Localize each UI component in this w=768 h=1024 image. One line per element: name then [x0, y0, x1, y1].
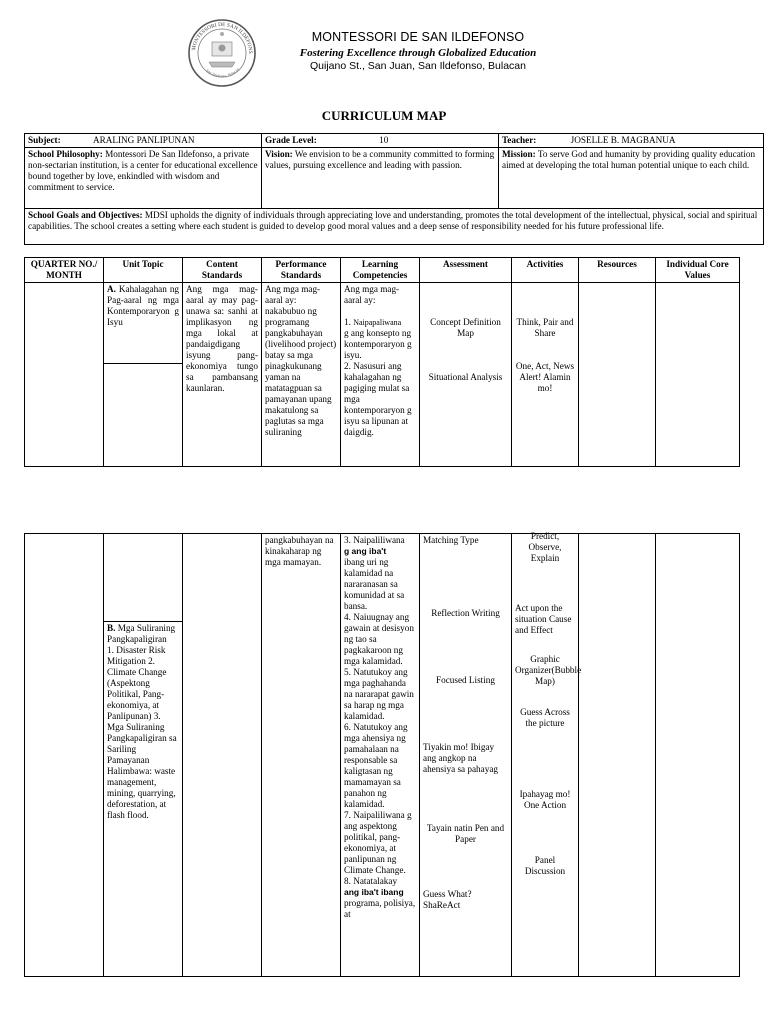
activity-guess-across: Guess Across the picture: [520, 707, 570, 728]
lc-5: 5. Natutukoy ang mga paghahanda na nararapat gawin sa harap ng mga kalamidad.: [344, 667, 414, 721]
grade-cell: [262, 134, 499, 148]
philosophy-row: [25, 148, 764, 209]
assessment-reflection: Reflection Writing: [431, 608, 500, 618]
lc-3-bold: g ang iba't: [344, 546, 387, 556]
assessment-focused-listing: Focused Listing: [436, 675, 495, 685]
grade-label: Grade Level:: [265, 135, 317, 145]
assessment-cell-2: [420, 534, 512, 977]
lc-3-first: 3. Naipaliliwana: [344, 535, 405, 545]
lc-2: 2. Nasusuri ang kahalagahan ng pagiging mulat sa mga kontemporaryon g isyu sa lipunan at daigdig.: [344, 361, 412, 437]
col-header-unit-topic: Unit Topic: [104, 258, 183, 283]
mission-label: Mission:: [502, 149, 536, 159]
philosophy-cell: [25, 148, 262, 209]
unit-b-title: Mga Suliraning Pangkapaligiran: [107, 623, 176, 644]
subject-cell: [25, 134, 262, 148]
lc-intro: Ang mga mag-aaral ay:: [344, 284, 400, 305]
activity-act-upon: Act upon the situation Cause and Effect: [515, 603, 572, 635]
assessment-2: Situational Analysis: [428, 372, 503, 382]
col-header-activities: Activities: [512, 258, 579, 283]
vision-text: We envision to be a community committed to forming values, pursuing excellence and leading with passion.: [265, 149, 495, 170]
unit-b-items: 1. Disaster Risk Mitigation 2. Climate Change (Aspektong Politikal, Pang-ekonomiya, at Panlipunan) 3. Mga Suliraning Pangkapaligiran sa Sariling Pamayanan: [107, 645, 177, 765]
lc-1-rest: g ang konsepto ng kontemporaryon g isyu.: [344, 328, 412, 360]
unit-topic-empty-cell: [104, 364, 183, 467]
content-standards-cell: Ang mga mag-aaral ay may pag-unawa sa: sanhi at implikasyon ng mga lokal at pandaigdigang isyung pang-ekonomiya tungo sa pambansang kaunlaran.: [183, 283, 262, 467]
activities-cell-2: [512, 531, 582, 977]
vision-cell: [262, 148, 499, 209]
goals-cell: [25, 209, 764, 245]
col-header-learning-competencies: Learning Competencies: [341, 258, 420, 283]
map-row-1: [25, 283, 740, 364]
curriculum-info-table: [24, 133, 764, 245]
unit-topic-cont-cell: [104, 534, 183, 622]
activities-cell: [512, 283, 579, 467]
col-header-assessment: Assessment: [420, 258, 512, 283]
column-header-row: [25, 258, 740, 283]
assessment-1: Concept Definition Map: [430, 317, 501, 338]
col-header-core-values: Individual Core Values: [656, 258, 740, 283]
mission-text: To serve God and humanity by providing quality education aimed at developing the total human potential unique to each child.: [502, 149, 756, 170]
assessment-cell: [420, 283, 512, 467]
activity-ipahayag: Ipahayag mo! One Action: [519, 789, 571, 810]
col-header-content-standards: Content Standards: [183, 258, 262, 283]
subject-value: ARALING PANLIPUNAN: [92, 135, 195, 145]
col-header-quarter: QUARTER NO./ MONTH: [25, 258, 104, 283]
subject-row: [25, 134, 764, 148]
subject-label: Subject:: [28, 135, 61, 145]
unit-a-letter: A.: [107, 284, 116, 294]
lc-6: 6. Natutukoy ang mga ahensiya ng pamahalaan na responsable sa kaligtasan ng mamamayan sa panahon ng kalamidad.: [344, 722, 408, 809]
goals-row: [25, 209, 764, 245]
lc-8-bold: ang iba't ibang: [344, 887, 404, 897]
lc-1-number: 1.: [344, 317, 351, 327]
col-header-resources: Resources: [579, 258, 656, 283]
philosophy-text: Montessori De San Ildefonso, a private non-sectarian institution, is a center for educational excellence bound together by love, enkindled with wisdom and commitment to service.: [28, 149, 258, 192]
col-header-performance-standards: Performance Standards: [262, 258, 341, 283]
resources-cell: [579, 283, 656, 467]
vision-label: Vision:: [265, 149, 293, 159]
content-standards-cell-2: [183, 534, 262, 977]
mission-cell: [499, 148, 764, 209]
svg-text:MONTESSORI DE SAN ILDEFONSO: MONTESSORI DE SAN ILDEFONS: [191, 21, 254, 54]
unit-b-letter: B.: [107, 623, 116, 633]
lc-3-rest: ibang uri ng kalamidad na nararanasan sa komunidad at sa bansa.: [344, 557, 405, 611]
learning-competencies-cell-2: [341, 534, 420, 977]
school-name: MONTESSORI DE SAN ILDEFONSO: [311, 30, 525, 44]
activity-2: One, Act, News Alert! Alamin mo!: [515, 361, 575, 393]
school-address: Quijano St., San Juan, San Ildefonso, Bulacan: [310, 60, 526, 72]
curriculum-map-table-page1: [24, 257, 740, 467]
school-motto: Fostering Excellence through Globalized Education: [299, 47, 537, 59]
assessment-tayain: Tayain natin Pen and Paper: [426, 823, 505, 844]
lc-4: 4. Naiuugnay ang gawain at desisyon ng tao sa pagkakaroon ng mga kalamidad.: [344, 612, 414, 666]
teacher-value: JOSELLE B. MAGBANUA: [570, 135, 676, 145]
activity-panel-discussion: Panel Discussion: [524, 855, 566, 876]
unit-topic-b-cell: [104, 622, 183, 977]
quarter-cell: [25, 283, 104, 467]
activity-1: Think, Pair and Share: [516, 317, 574, 338]
teacher-label: Teacher:: [502, 135, 537, 145]
lc-7: 7. Naipaliliwana g ang aspektong politikal, pang-ekonomiya, at panlipunan ng Climate Change.: [344, 810, 412, 875]
assessment-matching: Matching Type: [423, 535, 479, 545]
activity-graphic-organizer: Graphic Organizer(Bubble Map): [515, 654, 582, 686]
core-values-cell: [656, 283, 740, 467]
school-seal-logo: [187, 18, 257, 88]
resources-cell-2: [579, 534, 656, 977]
performance-standards-cell: Ang mga mag-aaral ay: nakabubuo ng programang pangkabuhayan (livelihood project) batay sa mga pinagkukunang yaman na matatagpuan sa pamayanan upang makatulong sa paglutas sa mga suliraning: [262, 283, 341, 467]
document-title: CURRICULUM MAP: [321, 108, 447, 123]
assessment-tiyakin: Tiyakin mo! Ibigay ang angkop na ahensiya sa pahayag: [423, 742, 498, 774]
quarter-cell-2: [25, 534, 104, 977]
map2-row-1: [25, 534, 740, 622]
curriculum-map-table-page2: [24, 533, 740, 977]
goals-label: School Goals and Objectives:: [28, 210, 143, 220]
performance-standards-cell-2: pangkabuhayan na kinakaharap ng mga mamayan.: [262, 534, 341, 977]
lc-8-first: 8. Natatalakay: [344, 876, 398, 886]
learning-competencies-cell: [341, 283, 420, 467]
teacher-cell: [499, 134, 764, 148]
svg-text:San Ildefonso, Bulacan: San Ildefonso, Bulacan: [205, 66, 240, 79]
lc-1-first: Naipapaliwana: [353, 318, 402, 327]
unit-b-example: Halimbawa: waste management, mining, quarrying, deforestation, at flash flood.: [107, 766, 176, 820]
unit-topic-a-cell: [104, 283, 183, 364]
unit-a-topic: Kahalagahan ng Pag-aaral ng mga Kontemporaryon g Isyu: [107, 284, 180, 327]
lc-8-rest: programa, polisiya, at: [344, 898, 416, 919]
assessment-guess-what: Guess What? ShaReAct: [423, 889, 472, 910]
goals-text: MDSI upholds the dignity of individuals through appreciating love and understanding, promotes the total development of the intellectual, physical, social and spiritual capabilities. The school creates a setting where each student is guided to develop good moral values and a deep sense of responsibility needed for his future professional life.: [28, 210, 758, 231]
grade-value: 10: [379, 135, 389, 145]
core-values-cell-2: [656, 534, 740, 977]
activity-predict: Predict, Observe, Explain: [528, 531, 562, 563]
philosophy-label: School Philosophy:: [28, 149, 103, 159]
